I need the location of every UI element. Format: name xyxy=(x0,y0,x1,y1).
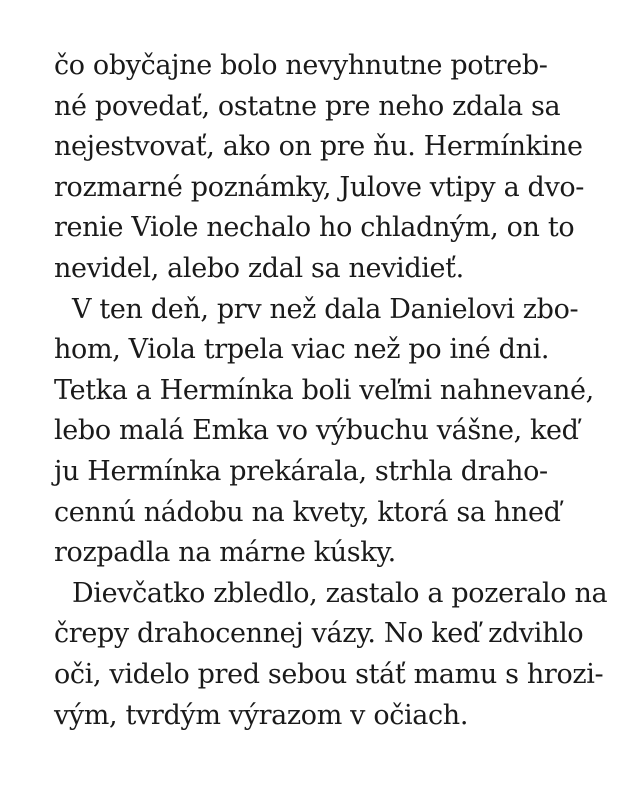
text-line: cennú nádobu na kvety, ktorá sa hneď xyxy=(54,496,561,528)
text-line: nejestvovať, ako on pre ňu. Hermínkine xyxy=(54,131,583,163)
paragraph-2 xyxy=(54,290,620,574)
text-line: Dievčatko zbledlo, zastalo a pozeralo na xyxy=(72,577,608,609)
paragraph-1 xyxy=(54,46,620,290)
text-line: vým, tvrdým výrazom v očiach. xyxy=(54,699,469,731)
text-line: oči, videlo pred sebou stáť mamu s hrozi- xyxy=(54,658,604,690)
text-line: V ten deň, prv než dala Danielovi zbo- xyxy=(72,293,579,325)
text-line: ju Hermínka prekárala, strhla draho- xyxy=(54,455,548,487)
text-line: črepy drahocennej vázy. No keď zdvihlo xyxy=(54,618,584,650)
text-line: lebo malá Emka vo výbuchu vášne, keď xyxy=(54,415,579,447)
text-line: rozpadla na márne kúsky. xyxy=(54,537,396,569)
paragraph-3 xyxy=(54,574,620,736)
text-line: Tetka a Hermínka boli veľmi nahnevané, xyxy=(54,374,594,406)
text-line: nevidel, alebo zdal sa nevidieť. xyxy=(54,252,464,284)
text-line: hom, Viola trpela viac než po iné dni. xyxy=(54,334,550,366)
text-line: rozmarné poznámky, Julove vtipy a dvo- xyxy=(54,171,585,203)
text-line: renie Viole nechalo ho chladným, on to xyxy=(54,212,575,244)
text-line: čo obyčajne bolo nevyhnutne potreb- xyxy=(54,50,548,81)
text-line: né povedať, ostatne pre neho zdala sa xyxy=(54,90,561,122)
